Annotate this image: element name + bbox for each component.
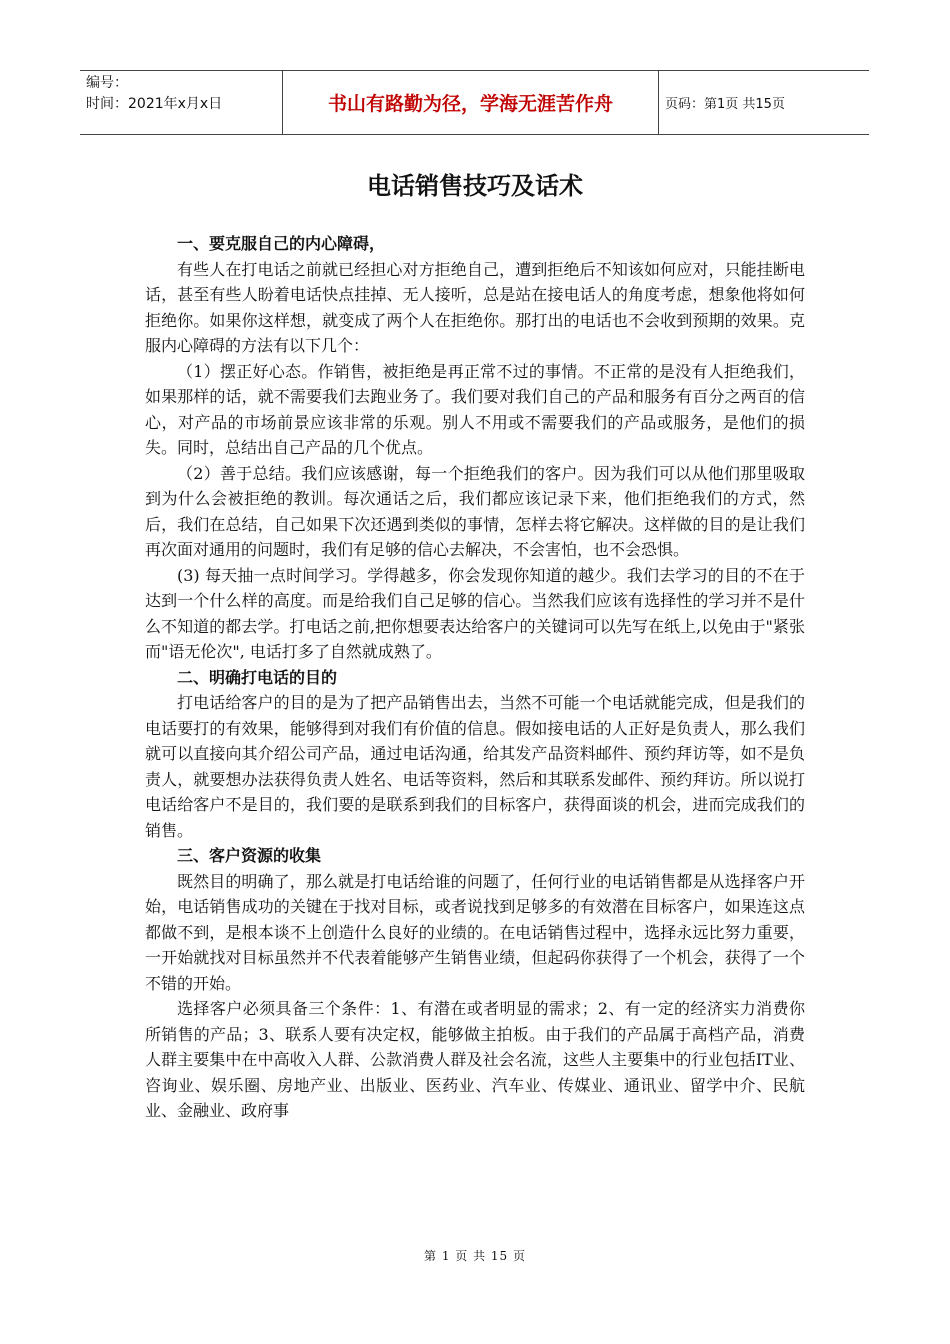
paragraph: 打电话给客户的目的是为了把产品销售出去，当然不可能一个电话就能完成，但是我们的电话要打的有效果，能够得到对我们有价值的信息。假如接电话的人正好是负责人，那么我们就可以直接向其介绍公司产品，通过电话沟通，给其发产品资料邮件、预约拜访等，如不是负责人，就要想办法获得负责人姓名、电话等资料，然后和其联系发邮件、预约拜访。所以说打电话给客户不是目的，我们要的是联系到我们的目标客户，获得面谈的机会，进而完成我们的销售。	[145, 693, 805, 840]
page-header	[80, 70, 869, 135]
paragraph: (3) 每天抽一点时间学习。学得越多，你会发现你知道的越少。我们去学习的目的不在于达到一个什么样的高度。而是给我们自己足够的信心。当然我们应该有选择性的学习并不是什么不知道的都去学。打电话之前,把你想要表达给客户的关键词可以先写在纸上,以免由于"紧张而"语无伦次", 电话打多了自然就成熟了。	[145, 565, 805, 661]
section-heading: 三、客户资源的收集	[177, 846, 322, 865]
paragraph: （2）善于总结。我们应该感谢，每一个拒绝我们的客户。因为我们可以从他们那里吸取到为什么会被拒绝的教训。每次通话之后，我们都应该记录下来，他们拒绝我们的方式，然后，我们在总结，自己如果下次还遇到类似的事情，怎样去将它解决。这样做的目的是让我们再次面对通用的问题时，我们有足够的信心去解决，不会害怕，也不会恐惧。	[145, 463, 805, 559]
document-body	[145, 231, 805, 1124]
page-footer: 第 1 页 共 15 页	[424, 1249, 526, 1263]
paragraph: 选择客户必须具备三个条件：1、有潜在或者明显的需求；2、有一定的经济实力消费你所销售的产品；3、联系人要有决定权，能够做主拍板。由于我们的产品属于高档产品，消费人群主要集中在中高收入人群、公款消费人群及社会名流，这些人主要集中的行业包括IT业、咨询业、娱乐圈、房地产业、出版业、医药业、汽车业、传媒业、通讯业、留学中介、民航业、金融业、政府事	[145, 999, 805, 1120]
header-meta	[80, 71, 282, 134]
document-title: 电话销售技巧及话术	[367, 172, 583, 200]
header-page-info: 页码：第1页 共15页	[665, 97, 785, 112]
code-label: 编号：	[86, 75, 128, 91]
section-heading: 一、要克服自己的内心障碍，	[177, 234, 386, 253]
header-motto: 书山有路勤为径，学海无涯苦作舟	[282, 71, 659, 134]
paragraph: （1）摆正好心态。作销售，被拒绝是再正常不过的事情。不正常的是没有人拒绝我们，如果那样的话，就不需要我们去跑业务了。我们要对我们自己的产品和服务有百分之两百的信心，对产品的市场前景应该非常的乐观。别人不用或不需要我们的产品或服务，是他们的损失。同时，总结出自己产品的几个优点。	[145, 361, 805, 457]
section-heading: 二、明确打电话的目的	[177, 667, 338, 687]
paragraph: 既然目的明确了，那么就是打电话给谁的问题了，任何行业的电话销售都是从选择客户开始，电话销售成功的关键在于找对目标，或者说找到足够多的有效潜在目标客户，如果连这点都做不到，是根本谈不上创造什么良好的业绩的。在电话销售过程中，选择永远比努力重要，一开始就找对目标虽然并不代表着能够产生销售业绩，但起码你获得了一个机会，获得了一个不错的开始。	[145, 871, 805, 993]
paragraph: 有些人在打电话之前就已经担心对方拒绝自己，遭到拒绝后不知该如何应对，只能挂断电话，甚至有些人盼着电话快点挂掉、无人接听，总是站在接电话人的角度考虑，想象他将如何拒绝你。如果你这样想，就变成了两个人在拒绝你。那打出的电话也不会收到预期的效果。克服内心障碍的方法有以下几个：	[145, 259, 805, 355]
time-label: 时间：2021年x月x日	[86, 96, 223, 112]
